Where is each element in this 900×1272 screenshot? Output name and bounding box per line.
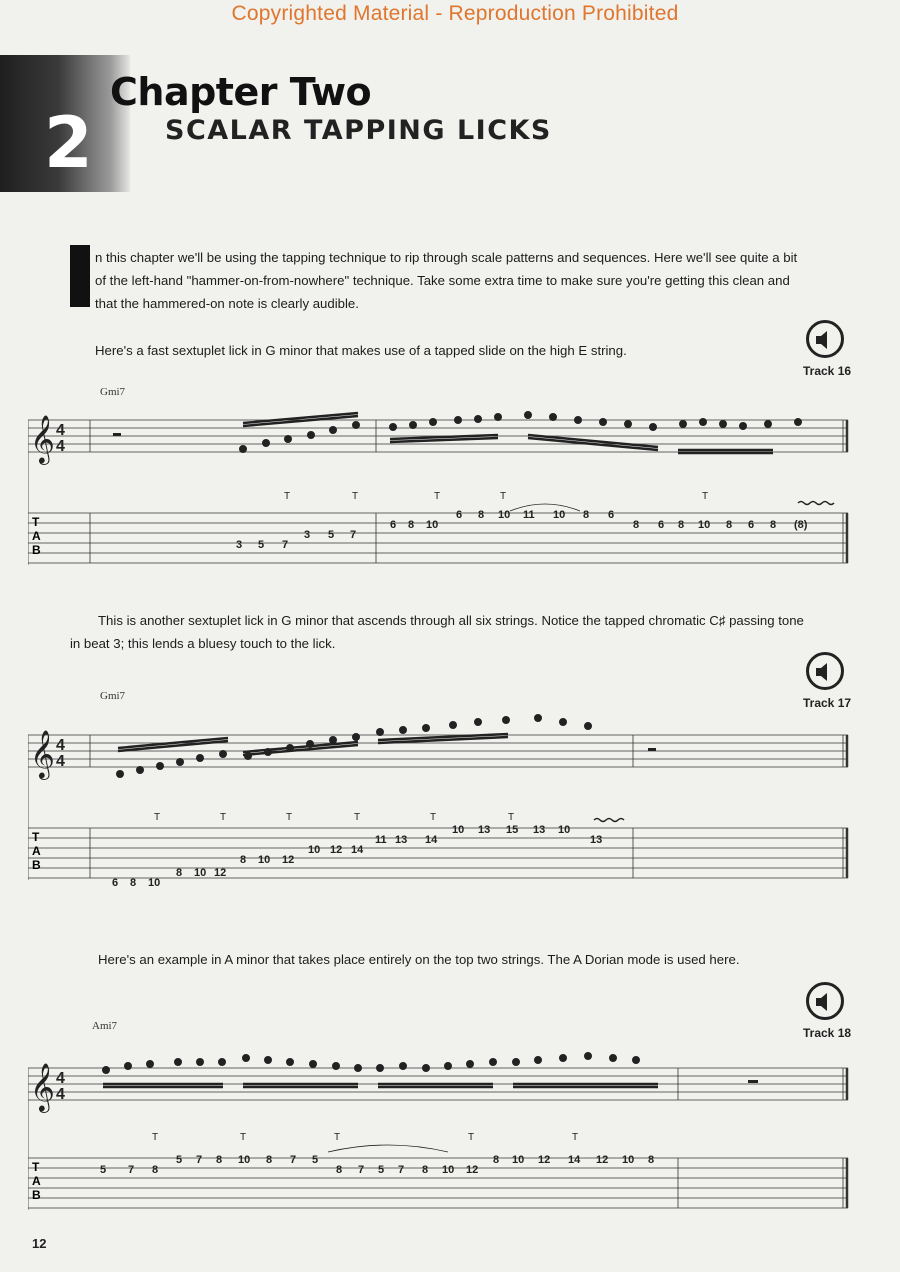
svg-text:T: T	[334, 1132, 341, 1143]
tab-letter-a: A	[32, 844, 41, 858]
time-signature-bottom: 4	[56, 753, 65, 770]
svg-text:10: 10	[698, 519, 711, 531]
svg-text:7: 7	[398, 1164, 405, 1176]
chapter-number: 2	[44, 102, 93, 184]
svg-text:8: 8	[478, 509, 485, 521]
svg-text:12: 12	[466, 1164, 479, 1176]
chord-symbol: Gmi7	[100, 690, 126, 702]
svg-text:10: 10	[452, 824, 465, 836]
notation-system-2	[28, 710, 853, 890]
svg-text:11: 11	[523, 509, 535, 521]
treble-clef-icon: 𝄞	[30, 1063, 55, 1110]
svg-text:(8): (8)	[794, 519, 808, 531]
tab-letter-t: T	[32, 1160, 40, 1174]
svg-text:8: 8	[422, 1164, 429, 1176]
svg-text:T: T	[434, 491, 441, 502]
svg-text:6: 6	[608, 509, 615, 521]
speaker-icon[interactable]	[806, 652, 844, 690]
svg-text:6: 6	[456, 509, 463, 521]
svg-text:10: 10	[553, 509, 566, 521]
svg-text:7: 7	[290, 1154, 297, 1166]
speaker-icon[interactable]	[806, 982, 844, 1020]
chapter-title: Chapter Two	[110, 70, 372, 114]
speaker-icon[interactable]	[806, 320, 844, 358]
svg-text:8: 8	[216, 1154, 223, 1166]
svg-text:6: 6	[658, 519, 665, 531]
chapter-subtitle: SCALAR TAPPING LICKS	[165, 115, 552, 146]
example-2-text: This is another sextuplet lick in G minor that ascends through all six strings. Notice the tapped chromatic C♯ passing tone in beat 3; this lends a bluesy touch to the lick.	[70, 613, 804, 651]
svg-text:T: T	[572, 1132, 579, 1143]
svg-text:6: 6	[748, 519, 755, 531]
tab-letter-b: B	[32, 1188, 41, 1202]
notation-system-1	[28, 395, 853, 575]
svg-text:8: 8	[336, 1164, 343, 1176]
svg-text:5: 5	[258, 539, 265, 551]
rest	[748, 1080, 758, 1083]
svg-text:5: 5	[100, 1164, 107, 1176]
svg-text:8: 8	[583, 509, 590, 521]
svg-text:T: T	[220, 812, 227, 823]
svg-text:12: 12	[596, 1154, 609, 1166]
svg-text:T: T	[468, 1132, 475, 1143]
svg-text:8: 8	[152, 1164, 159, 1176]
time-signature-top: 4	[56, 1070, 65, 1087]
track-16-label[interactable]: Track 16	[803, 364, 852, 378]
svg-text:7: 7	[358, 1164, 365, 1176]
svg-text:12: 12	[538, 1154, 551, 1166]
tap-markers	[284, 491, 708, 502]
tab-letter-a: A	[32, 1174, 41, 1188]
svg-text:8: 8	[493, 1154, 500, 1166]
tap-markers	[152, 1132, 578, 1143]
time-signature-top: 4	[56, 422, 65, 439]
svg-text:8: 8	[678, 519, 685, 531]
svg-text:11: 11	[375, 834, 387, 846]
svg-text:T: T	[154, 812, 161, 823]
svg-text:T: T	[430, 812, 437, 823]
svg-text:12: 12	[282, 854, 295, 866]
svg-text:14: 14	[351, 844, 364, 856]
vibrato-mark	[798, 502, 834, 505]
svg-text:8: 8	[266, 1154, 273, 1166]
tab-letter-b: B	[32, 858, 41, 872]
tab-staff-lines	[28, 828, 848, 878]
tab-letter-b: B	[32, 543, 41, 557]
track-18-label[interactable]: Track 18	[803, 1026, 852, 1040]
svg-text:8: 8	[770, 519, 777, 531]
treble-clef-icon: 𝄞	[30, 730, 55, 777]
svg-text:6: 6	[390, 519, 397, 531]
slur	[510, 504, 580, 511]
svg-text:T: T	[354, 812, 361, 823]
svg-text:7: 7	[350, 529, 357, 541]
example-3-text: Here's an example in A minor that takes place entirely on the top two strings. The A Dorian mode is used here.	[98, 952, 740, 967]
tab-numbers-upper	[390, 509, 808, 531]
svg-text:5: 5	[328, 529, 335, 541]
svg-text:T: T	[352, 491, 359, 502]
svg-text:6: 6	[112, 877, 119, 889]
svg-text:8: 8	[240, 854, 247, 866]
svg-text:8: 8	[130, 877, 137, 889]
treble-clef-icon: 𝄞	[30, 415, 55, 462]
svg-text:T: T	[284, 491, 291, 502]
tab-numbers	[100, 1154, 654, 1176]
note-group	[117, 715, 592, 778]
svg-text:T: T	[286, 812, 293, 823]
svg-text:10: 10	[622, 1154, 635, 1166]
svg-text:10: 10	[238, 1154, 251, 1166]
svg-text:T: T	[702, 491, 709, 502]
tab-letter-t: T	[32, 515, 40, 529]
time-signature-bottom: 4	[56, 1086, 65, 1103]
svg-text:5: 5	[176, 1154, 183, 1166]
note-group	[103, 1053, 659, 1088]
svg-text:13: 13	[590, 834, 603, 846]
svg-text:5: 5	[312, 1154, 319, 1166]
svg-text:T: T	[152, 1132, 159, 1143]
svg-text:10: 10	[442, 1164, 455, 1176]
svg-text:T: T	[500, 491, 507, 502]
svg-text:8: 8	[176, 867, 183, 879]
svg-text:8: 8	[648, 1154, 655, 1166]
svg-text:12: 12	[214, 867, 227, 879]
tab-letter-t: T	[32, 830, 40, 844]
svg-text:8: 8	[408, 519, 415, 531]
svg-text:3: 3	[236, 539, 243, 551]
svg-text:3: 3	[304, 529, 311, 541]
svg-text:5: 5	[378, 1164, 385, 1176]
slur	[328, 1145, 448, 1152]
copyright-watermark: Copyrighted Material - Reproduction Prohibited	[231, 2, 679, 25]
track-17-label[interactable]: Track 17	[803, 696, 852, 710]
svg-text:8: 8	[726, 519, 733, 531]
notation-system-3	[28, 1040, 853, 1220]
tab-numbers-lower	[236, 529, 356, 551]
rest	[113, 433, 121, 436]
time-signature-bottom: 4	[56, 438, 65, 455]
tab-letter-a: A	[32, 529, 41, 543]
chord-symbol: Gmi7	[100, 386, 126, 398]
staff-lines	[28, 1068, 848, 1210]
svg-text:12: 12	[330, 844, 343, 856]
chord-symbol: Ami7	[92, 1020, 118, 1032]
intro-paragraph: n this chapter we'll be using the tapping technique to rip through scale patterns and sequences. Here we'll see quite a bit of the left-hand "hammer-on-from-nowhere" technique. Take some extra time to make sure you're getting this clean and that the hammered-on note is clearly audible.	[95, 250, 798, 311]
svg-text:7: 7	[128, 1164, 135, 1176]
tap-markers	[154, 812, 514, 823]
svg-text:13: 13	[395, 834, 408, 846]
svg-text:13: 13	[478, 824, 491, 836]
svg-text:7: 7	[282, 539, 289, 551]
svg-text:10: 10	[498, 509, 511, 521]
svg-text:7: 7	[196, 1154, 203, 1166]
tab-numbers	[112, 824, 602, 889]
svg-text:10: 10	[308, 844, 321, 856]
svg-text:10: 10	[148, 877, 161, 889]
svg-text:10: 10	[426, 519, 439, 531]
time-signature-top: 4	[56, 737, 65, 754]
svg-text:14: 14	[425, 834, 438, 846]
svg-text:T: T	[508, 812, 515, 823]
svg-text:T: T	[240, 1132, 247, 1143]
svg-text:10: 10	[512, 1154, 525, 1166]
svg-text:8: 8	[633, 519, 640, 531]
svg-text:10: 10	[194, 867, 207, 879]
svg-text:10: 10	[558, 824, 571, 836]
svg-text:14: 14	[568, 1154, 581, 1166]
svg-text:13: 13	[533, 824, 546, 836]
tab-staff-lines	[28, 1158, 848, 1208]
rest	[648, 748, 656, 751]
note-group	[240, 412, 802, 454]
example-1-text: Here's a fast sextuplet lick in G minor that makes use of a tapped slide on the high E string.	[95, 343, 627, 358]
vibrato-mark	[594, 819, 624, 822]
page-number: 12	[32, 1236, 47, 1251]
svg-text:15: 15	[506, 824, 519, 836]
drop-cap-i	[70, 245, 90, 307]
svg-text:10: 10	[258, 854, 271, 866]
